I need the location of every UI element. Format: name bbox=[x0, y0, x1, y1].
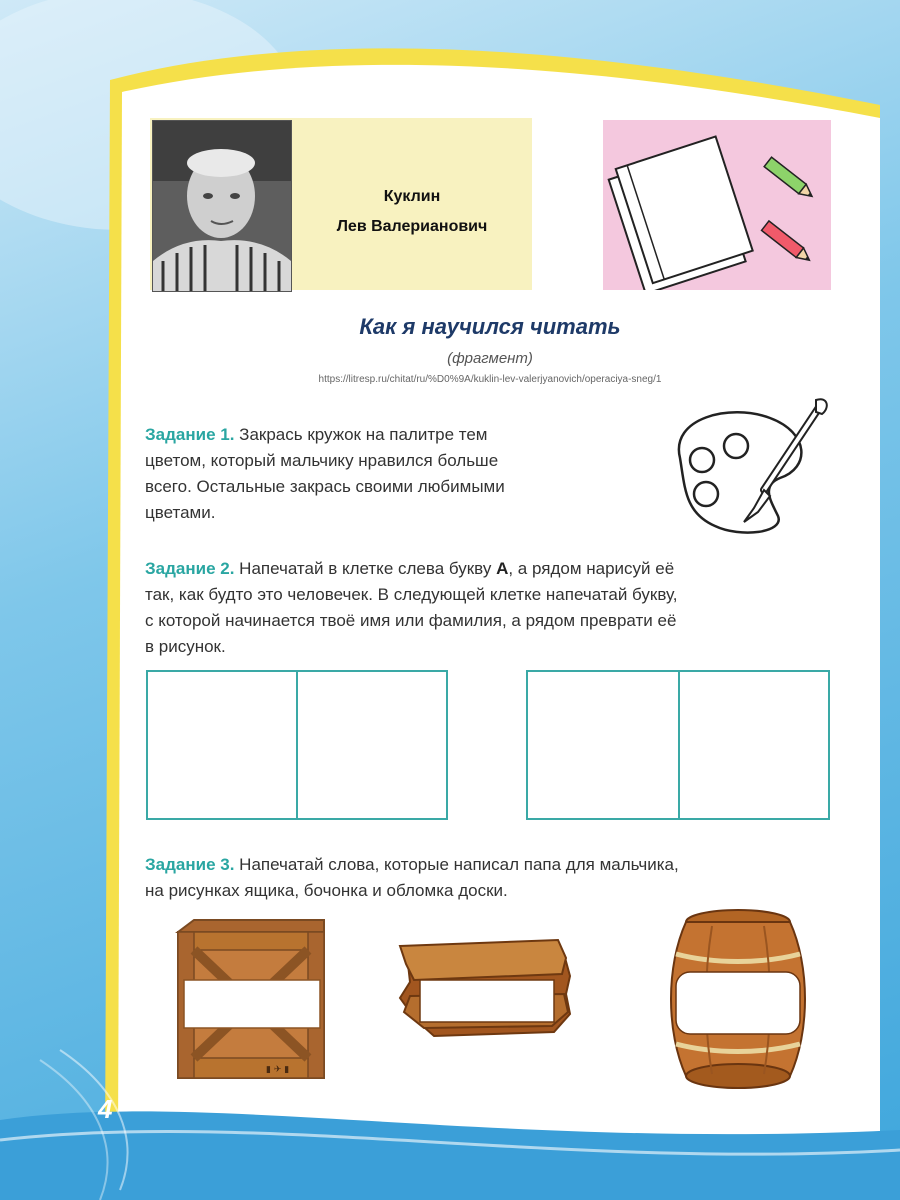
task-1-line-1: Закрась кружок на палитре тем bbox=[239, 425, 488, 444]
plank-icon[interactable] bbox=[394, 936, 574, 1046]
task-3-line-1: Напечатай слова, которые написал папа для мальчика, bbox=[239, 855, 679, 874]
palette-icon bbox=[660, 398, 835, 538]
svg-text:▮ ✈ ▮: ▮ ✈ ▮ bbox=[266, 1065, 290, 1075]
story-subtitle: (фрагмент) bbox=[447, 350, 533, 367]
author-surname: Куклин bbox=[383, 188, 441, 205]
drawing-cells-right[interactable] bbox=[526, 670, 830, 820]
task-2-label: Задание 2. bbox=[145, 559, 235, 578]
task-2-letter: А bbox=[496, 559, 509, 578]
page-number: 4 bbox=[98, 1094, 113, 1124]
crate-icon[interactable] bbox=[174, 918, 330, 1082]
task-2-line-3: с которой начинается твоё имя или фамилия, а рядом преврати её bbox=[145, 611, 677, 630]
task-2-line-1a: Напечатай в клетке слева букву bbox=[239, 559, 492, 578]
cell-divider bbox=[678, 672, 680, 818]
task-3-line-2: на рисунках ящика, бочонка и обломка доски. bbox=[145, 881, 508, 900]
task-1-line-3: всего. Остальные закрась своими любимыми bbox=[145, 477, 505, 496]
task-2 bbox=[145, 556, 835, 660]
notebook-illustration bbox=[603, 120, 831, 290]
task-2-line-2: так, как будто это человечек. В следующей клетке напечатай букву, bbox=[145, 585, 678, 604]
task-3 bbox=[145, 852, 835, 904]
author-portrait bbox=[152, 120, 292, 292]
task-1 bbox=[145, 422, 635, 526]
task-1-line-2: цветом, который мальчику нравился больше bbox=[145, 451, 499, 470]
task-2-line-4: в рисунок. bbox=[145, 637, 226, 656]
task-1-label: Задание 1. bbox=[145, 425, 235, 444]
author-name bbox=[300, 182, 524, 242]
task-3-label: Задание 3. bbox=[145, 855, 235, 874]
cell-divider bbox=[296, 672, 298, 818]
task-1-line-4: цветами. bbox=[145, 503, 216, 522]
notebook-pencils-icon bbox=[603, 120, 831, 290]
barrel-icon[interactable] bbox=[664, 906, 812, 1092]
source-url: https://litresp.ru/chitat/ru/%D0%9A/kuklin-lev-valerjyanovich/operaciya-sneg/1 bbox=[318, 374, 662, 385]
drawing-cells-left[interactable] bbox=[146, 670, 448, 820]
task-2-line-1b: , а рядом нарисуй её bbox=[508, 559, 675, 578]
author-first-name: Лев Валерианович bbox=[336, 218, 488, 235]
story-title: Как я научился читать bbox=[359, 314, 621, 339]
